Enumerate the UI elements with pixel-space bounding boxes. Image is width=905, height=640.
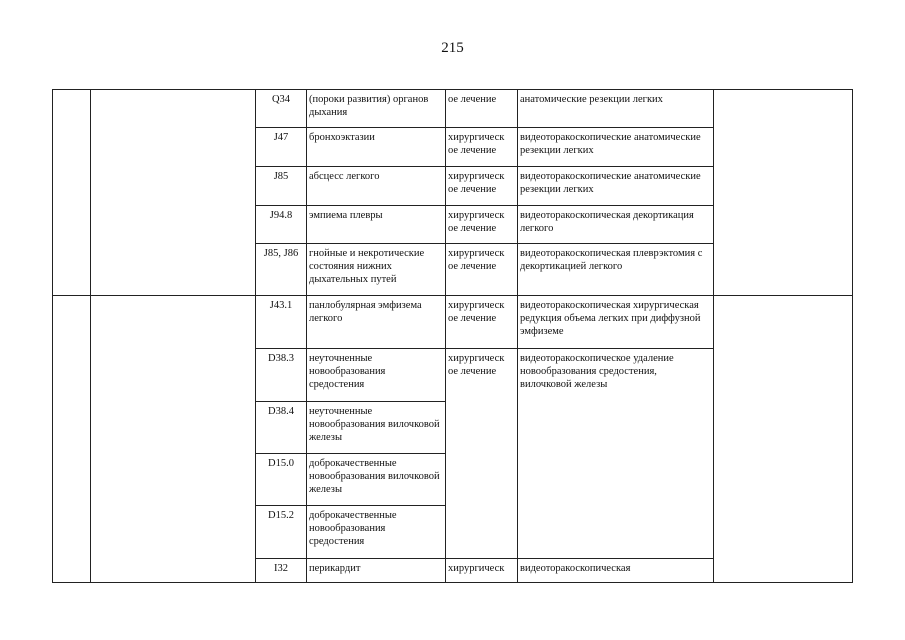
diagnosis-cell: эмпиема плевры (309, 210, 383, 221)
diagnosis-cell: гнойные и некротические состояния нижних дыхательных путей (309, 248, 425, 285)
method-cell: видеоторакоскопическое удаление новообразования средостения, вилочковой железы (520, 353, 674, 390)
icd-code-cell: J94.8 (269, 210, 293, 221)
method-cell: анатомические резекции легких (520, 94, 663, 105)
icd-code-cell: D38.4 (268, 406, 294, 417)
diagnosis-cell: перикардит (309, 563, 361, 574)
icd-code-cell: Q34 (271, 94, 291, 105)
method-cell: видеоторакоскопическая (520, 563, 631, 574)
treatment-cell: ое лечение (448, 94, 497, 105)
treatment-cell: хирургическ ое лечение (448, 132, 505, 156)
diagnosis-cell: доброкачественные новообразования вилочковой железы (309, 458, 440, 495)
page-number: 215 (441, 40, 464, 56)
column-line (90, 89, 91, 583)
treatment-cell: хирургическ ое лечение (448, 300, 505, 324)
diagnosis-cell: неуточненные новообразования средостения (309, 353, 386, 390)
table-bottom-border (52, 582, 853, 583)
treatment-cell: хирургическ ое лечение (448, 210, 505, 234)
column-line (713, 89, 714, 583)
method-cell: видеоторакоскопические анатомические резекции легких (520, 171, 701, 195)
method-cell: видеоторакоскопическая плеврэктомия с декортикацией легкого (520, 248, 703, 272)
treatment-cell: хирургическ ое лечение (448, 171, 505, 195)
diagnosis-cell: неуточненные новообразования вилочковой железы (309, 406, 440, 443)
icd-code-cell: J85, J86 (263, 248, 299, 259)
method-cell: видеоторакоскопическая хирургическая редукция объема легких при диффузной эмфиземе (520, 300, 701, 337)
diagnosis-cell: абсцесс легкого (309, 171, 380, 182)
icd-code-cell: J43.1 (269, 300, 293, 311)
diagnosis-cell: (пороки развития) органов дыхания (309, 94, 429, 118)
icd-code-cell: D15.0 (268, 458, 294, 469)
icd-code-cell: D15.2 (268, 510, 294, 521)
diagnosis-cell: доброкачественные новообразования средостения (309, 510, 397, 547)
method-cell: видеоторакоскопическая декортикация легкого (520, 210, 694, 234)
icd-code-cell: J85 (273, 171, 289, 182)
column-line (52, 89, 53, 583)
icd-code-cell: I32 (274, 563, 288, 574)
icd-code-cell: J47 (273, 132, 289, 143)
column-line (852, 89, 853, 583)
method-cell: видеоторакоскопические анатомические резекции легких (520, 132, 701, 156)
medical-procedures-table (52, 89, 853, 583)
icd-code-cell: D38.3 (268, 353, 294, 364)
diagnosis-cell: бронхоэктазии (309, 132, 375, 143)
diagnosis-cell: панлобулярная эмфизема легкого (309, 300, 422, 324)
treatment-cell: хирургическ ое лечение (448, 248, 505, 272)
treatment-cell: хирургическ ое лечение (448, 353, 505, 377)
treatment-cell: хирургическ (448, 563, 505, 574)
